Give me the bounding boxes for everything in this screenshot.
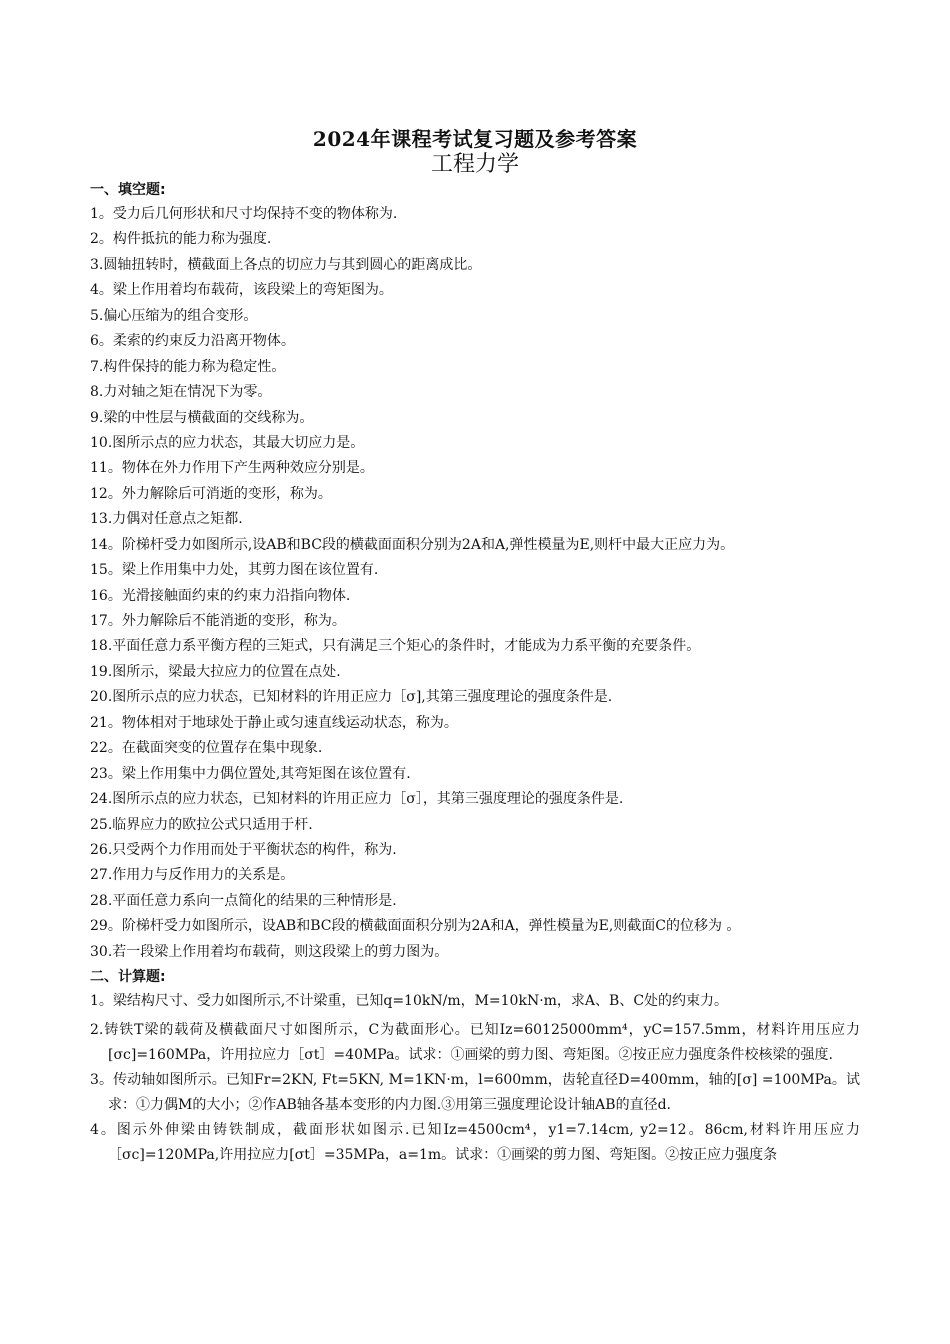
fill-question: 29。阶梯杆受力如图所示，设AB和BC段的横截面面积分别为2A和A，弹性模量为E,则截面C的位移为 。	[90, 918, 741, 935]
fill-question: 5.偏心压缩为的组合变形。	[90, 307, 258, 324]
fill-question-list	[90, 202, 860, 965]
fill-question: 27.作用力与反作用力的关系是。	[90, 867, 295, 884]
fill-question: 7.构件保持的能力称为稳定性。	[90, 358, 286, 375]
fill-question: 23。梁上作用集中力偶位置处,其弯矩图在该位置有.	[90, 765, 411, 782]
fill-question: 28.平面任意力系向一点简化的结果的三种情形是.	[90, 892, 397, 909]
fill-question: 11。物体在外力作用下产生两种效应分别是。	[90, 460, 374, 477]
calc-section-heading: 二、计算题:	[90, 969, 166, 986]
fill-question: 15。梁上作用集中力处，其剪力图在该位置有.	[90, 562, 379, 579]
fill-question: 4。梁上作用着均布载荷，该段梁上的弯矩图为。	[90, 282, 393, 299]
fill-question: 12。外力解除后可消逝的变形，称为。	[90, 485, 332, 502]
fill-question: 6。柔索的约束反力沿离开物体。	[90, 333, 295, 350]
fill-question: 25.临界应力的欧拉公式只适用于杆.	[90, 816, 313, 833]
fill-question: 24.图所示点的应力状态，已知材料的许用正应力［σ］，其第三强度理论的强度条件是.	[90, 791, 624, 808]
fill-question: 19.图所示，梁最大拉应力的位置在点处.	[90, 663, 341, 680]
calc-question: 4。图示外伸梁由铸铁制成，截面形状如图示.已知Iz=4500cm⁴，y1=7.14cm, y2=12。86cm,材料许用压应力［σc]=120MPa,许用拉应力[σt］=35MPa，a=1m。试求：①画梁的剪力图、弯矩图。②按正应力强度条	[90, 1122, 860, 1164]
fill-question: 16。光滑接触面约束的约束力沿指向物体.	[90, 587, 351, 604]
calc-question-list	[90, 989, 860, 1168]
fill-section-heading: 一、填空题:	[90, 182, 166, 198]
fill-question: 26.只受两个力作用而处于平衡状态的构件，称为.	[90, 841, 397, 858]
document-body	[90, 178, 860, 1168]
fill-question: 3.圆轴扭转时，横截面上各点的切应力与其到圆心的距离成比。	[90, 256, 482, 273]
fill-question: 22。在截面突变的位置存在集中现象.	[90, 740, 323, 757]
document-subtitle: 工程力学	[430, 152, 519, 177]
fill-question: 10.图所示点的应力状态，其最大切应力是。	[90, 434, 365, 451]
fill-question: 1。受力后几何形状和尺寸均保持不变的物体称为.	[90, 206, 398, 222]
calc-question: 1。梁结构尺寸、受力如图所示,不计梁重，已知q=10kN/m，M=10kN·m，求A、B、C处的约束力。	[90, 993, 729, 1010]
fill-question: 13.力偶对任意点之矩都.	[90, 511, 243, 528]
fill-question: 17。外力解除后不能消逝的变形，称为。	[90, 613, 346, 629]
calc-question: 2.铸铁T梁的载荷及横截面尺寸如图所示，C为截面形心。已知Iz=60125000mm⁴，yC=157.5mm，材料许用压应力[σc]=160MPa，许用拉应力［σt］=40MPa。试求：①画梁的剪力图、弯矩图。②按正应力强度条件校核梁的强度.	[90, 1022, 860, 1064]
fill-question: 20.图所示点的应力状态，已知材料的许用正应力［σ],其第三强度理论的强度条件是.	[90, 689, 613, 706]
fill-question: 14。阶梯杆受力如图所示,设AB和BC段的横截面面积分别为2A和A,弹性模量为E,则杆中最大正应力为。	[90, 536, 735, 553]
fill-question: 18.平面任意力系平衡方程的三矩式，只有满足三个矩心的条件时，才能成为力系平衡的充要条件。	[90, 638, 701, 655]
calc-question: 3。传动轴如图所示。已知Fr=2KN, Ft=5KN, M=1KN·m，l=600mm，齿轮直径D=400mm，轴的[σ] =100MPa。试求：①力偶M的大小；②作AB轴各基本变形的内力图.③用第三强度理论设计轴AB的直径d.	[90, 1072, 860, 1114]
fill-question: 2。构件抵抗的能力称为强度.	[90, 231, 272, 248]
fill-question: 30.若一段梁上作用着均布载荷，则这段梁上的剪力图为。	[90, 943, 449, 960]
fill-question: 9.梁的中性层与横截面的交线称为。	[90, 409, 314, 426]
fill-question: 21。物体相对于地球处于静止或匀速直线运动状态，称为。	[90, 714, 458, 731]
document-title: 2024年课程考试复习题及参考答案	[312, 127, 638, 151]
fill-question: 8.力对轴之矩在情况下为零。	[90, 384, 272, 401]
